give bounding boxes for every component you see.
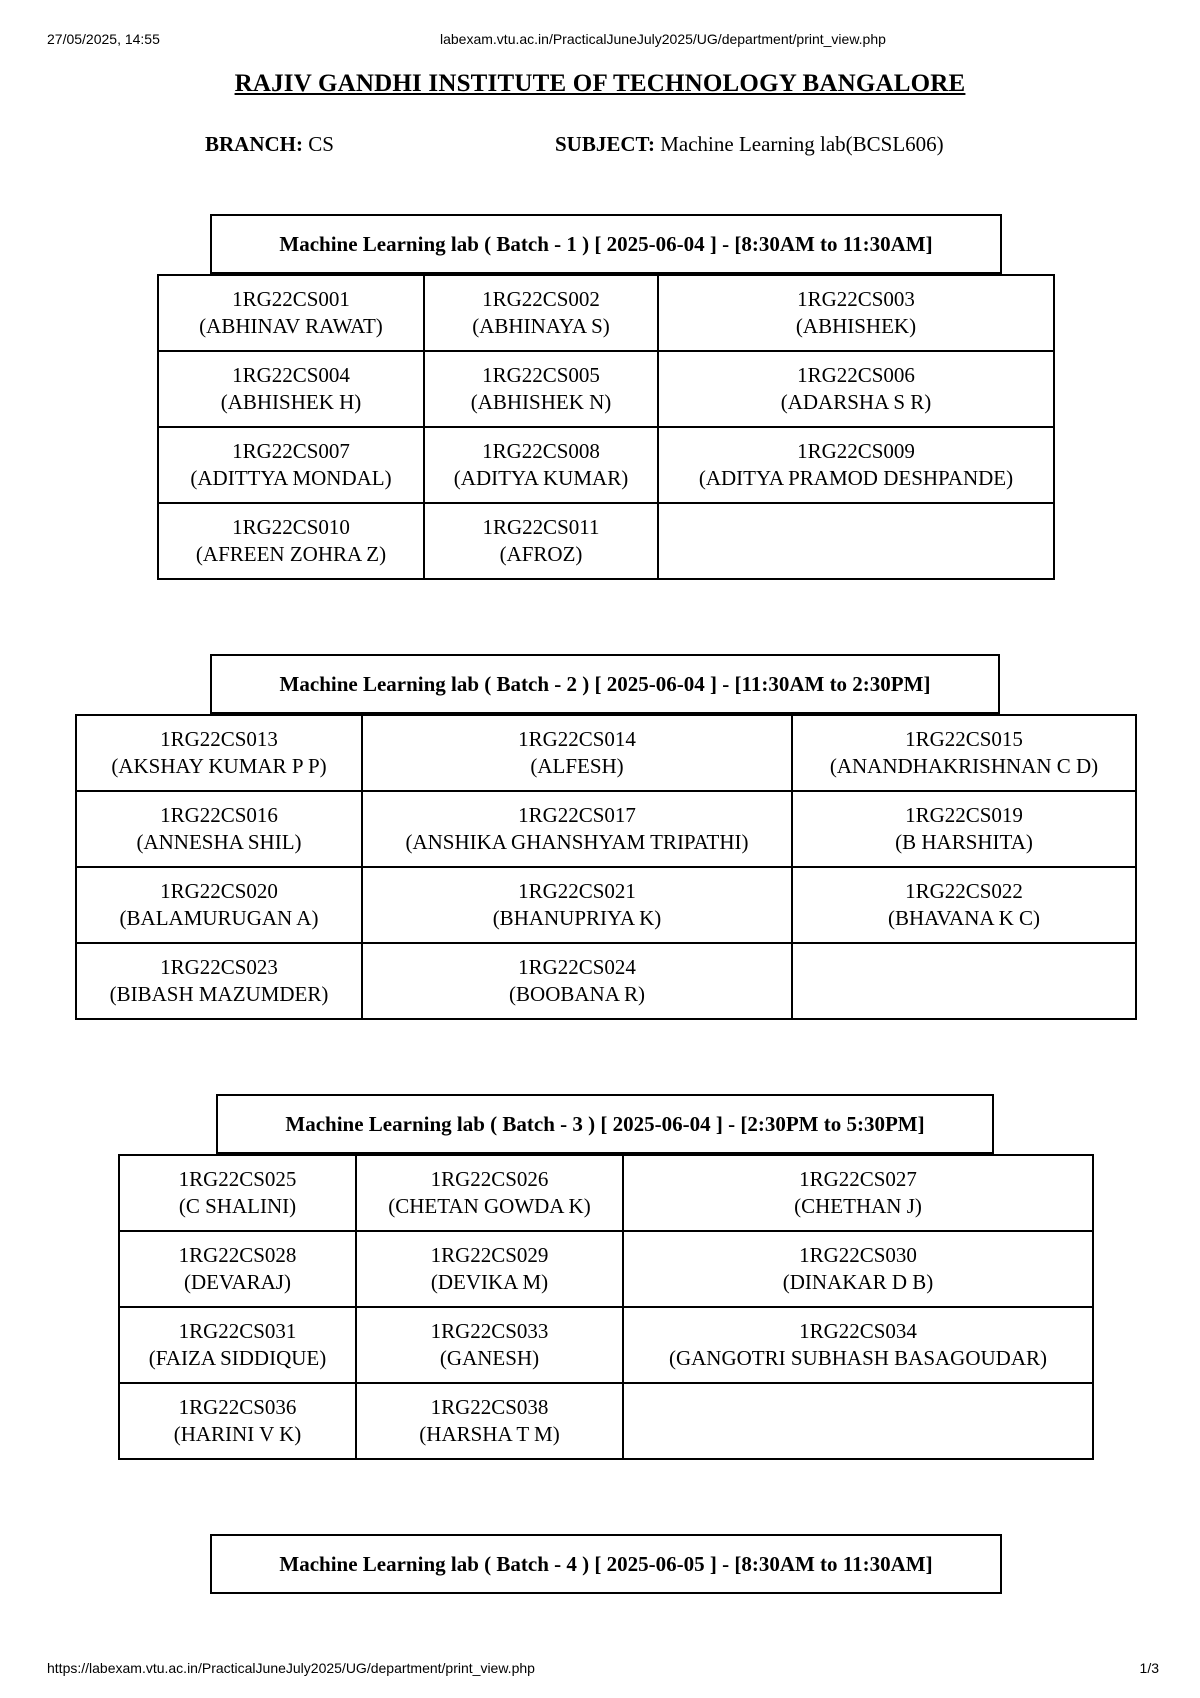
- student-name: (DINAKAR D B): [782, 1270, 934, 1294]
- print-footer-url: https://labexam.vtu.ac.in/PracticalJuneJuly2025/UG/department/print_view.php: [47, 1660, 535, 1676]
- student-cell: [356, 1231, 623, 1307]
- student-cell: [158, 427, 424, 503]
- student-cell: [158, 351, 424, 427]
- empty-cell: [792, 943, 1136, 1019]
- student-name: (AFREEN ZOHRA Z): [195, 542, 387, 566]
- student-usn: 1RG22CS017: [518, 803, 636, 827]
- institute-title: RAJIV GANDHI INSTITUTE OF TECHNOLOGY BANGALORE: [234, 70, 966, 97]
- student-cell: [623, 1307, 1093, 1383]
- student-name: (ADITYA PRAMOD DESHPANDE): [698, 466, 1014, 490]
- student-usn: 1RG22CS031: [178, 1319, 297, 1343]
- student-name: (ABHISHEK): [795, 314, 917, 338]
- student-cell: [76, 715, 362, 791]
- student-cell: [158, 275, 424, 351]
- subject-info: [555, 132, 944, 157]
- student-usn: 1RG22CS005: [482, 363, 600, 387]
- batch-3-table: [118, 1154, 1094, 1460]
- student-name: (CHETHAN J): [794, 1194, 922, 1218]
- student-usn: 1RG22CS027: [799, 1167, 917, 1191]
- student-name: (FAIZA SIDDIQUE): [148, 1346, 327, 1370]
- table-row: [119, 1231, 1093, 1307]
- student-name: (DEVARAJ): [184, 1270, 291, 1294]
- batch-3-header: Machine Learning lab ( Batch - 3 ) [ 2025-06-04 ] - [2:30PM to 5:30PM]: [216, 1094, 994, 1154]
- table-row: [76, 943, 1136, 1019]
- student-name: (BIBASH MAZUMDER): [109, 982, 329, 1006]
- branch-value: CS: [308, 132, 334, 156]
- student-cell: [792, 867, 1136, 943]
- print-header-url: labexam.vtu.ac.in/PracticalJuneJuly2025/UG/department/print_view.php: [440, 31, 886, 47]
- student-usn: 1RG22CS011: [482, 515, 600, 539]
- student-usn: 1RG22CS006: [797, 363, 915, 387]
- student-cell: [792, 791, 1136, 867]
- student-cell: [119, 1231, 356, 1307]
- student-usn: 1RG22CS038: [430, 1395, 549, 1419]
- student-name: (ABHINAV RAWAT): [199, 314, 383, 338]
- student-usn: 1RG22CS029: [430, 1243, 549, 1267]
- student-usn: 1RG22CS033: [430, 1319, 549, 1343]
- table-row: [119, 1307, 1093, 1383]
- student-usn: 1RG22CS025: [178, 1167, 297, 1191]
- student-usn: 1RG22CS021: [518, 879, 636, 903]
- table-row: [76, 867, 1136, 943]
- student-name: (ADARSHA S R): [780, 390, 932, 414]
- student-cell: [362, 943, 792, 1019]
- subject-label: SUBJECT:: [555, 132, 655, 156]
- student-cell: [424, 275, 658, 351]
- student-usn: 1RG22CS007: [232, 439, 350, 463]
- table-row: [76, 791, 1136, 867]
- student-name: (GANGOTRI SUBHASH BASAGOUDAR): [668, 1346, 1048, 1370]
- student-usn: 1RG22CS023: [160, 955, 278, 979]
- batch-4-header: Machine Learning lab ( Batch - 4 ) [ 2025-06-05 ] - [8:30AM to 11:30AM]: [210, 1534, 1002, 1594]
- student-name: (ANANDHAKRISHNAN C D): [829, 754, 1099, 778]
- student-cell: [356, 1307, 623, 1383]
- student-name: (HARINI V K): [173, 1422, 302, 1446]
- student-name: (ANNESHA SHIL): [136, 830, 302, 854]
- table-row: [119, 1383, 1093, 1459]
- student-usn: 1RG22CS014: [518, 727, 636, 751]
- empty-cell: [623, 1383, 1093, 1459]
- batch-1-header: Machine Learning lab ( Batch - 1 ) [ 2025-06-04 ] - [8:30AM to 11:30AM]: [210, 214, 1002, 274]
- student-name: (DEVIKA M): [430, 1270, 549, 1294]
- student-cell: [76, 791, 362, 867]
- student-name: (BOOBANA R): [509, 982, 645, 1006]
- student-cell: [362, 791, 792, 867]
- student-name: (C SHALINI): [178, 1194, 297, 1218]
- student-cell: [356, 1383, 623, 1459]
- student-name: (B HARSHITA): [895, 830, 1033, 854]
- student-cell: [119, 1155, 356, 1231]
- student-name: (AFROZ): [499, 542, 583, 566]
- student-usn: 1RG22CS034: [799, 1319, 917, 1343]
- table-row: [158, 427, 1054, 503]
- table-row: [119, 1155, 1093, 1231]
- student-name: (BHANUPRIYA K): [492, 906, 662, 930]
- student-usn: 1RG22CS024: [518, 955, 636, 979]
- table-row: [158, 351, 1054, 427]
- student-cell: [119, 1383, 356, 1459]
- student-usn: 1RG22CS026: [430, 1167, 549, 1191]
- student-usn: 1RG22CS002: [482, 287, 600, 311]
- student-name: (ABHISHEK N): [470, 390, 612, 414]
- student-usn: 1RG22CS036: [178, 1395, 297, 1419]
- student-cell: [356, 1155, 623, 1231]
- student-name: (ALFESH): [530, 754, 624, 778]
- table-row: [158, 503, 1054, 579]
- student-cell: [658, 427, 1054, 503]
- student-usn: 1RG22CS015: [905, 727, 1023, 751]
- student-cell: [362, 867, 792, 943]
- student-usn: 1RG22CS016: [160, 803, 278, 827]
- empty-cell: [658, 503, 1054, 579]
- student-usn: 1RG22CS019: [905, 803, 1023, 827]
- student-cell: [76, 943, 362, 1019]
- student-usn: 1RG22CS009: [797, 439, 915, 463]
- student-name: (BHAVANA K C): [887, 906, 1041, 930]
- batch-1-table: [157, 274, 1055, 580]
- student-name: (HARSHA T M): [419, 1422, 560, 1446]
- student-usn: 1RG22CS022: [905, 879, 1023, 903]
- student-name: (ADITTYA MONDAL): [190, 466, 392, 490]
- student-usn: 1RG22CS020: [160, 879, 278, 903]
- branch-label: BRANCH:: [205, 132, 303, 156]
- student-cell: [424, 427, 658, 503]
- student-cell: [792, 715, 1136, 791]
- student-usn: 1RG22CS010: [232, 515, 350, 539]
- student-name: (ANSHIKA GHANSHYAM TRIPATHI): [405, 830, 749, 854]
- print-datetime: 27/05/2025, 14:55: [47, 31, 160, 47]
- student-usn: 1RG22CS030: [799, 1243, 917, 1267]
- student-cell: [623, 1231, 1093, 1307]
- student-name: (ABHINAYA S): [472, 314, 610, 338]
- student-cell: [76, 867, 362, 943]
- table-row: [158, 275, 1054, 351]
- student-usn: 1RG22CS004: [232, 363, 350, 387]
- student-usn: 1RG22CS008: [482, 439, 600, 463]
- student-usn: 1RG22CS003: [797, 287, 915, 311]
- student-usn: 1RG22CS028: [178, 1243, 297, 1267]
- student-cell: [658, 351, 1054, 427]
- student-cell: [362, 715, 792, 791]
- student-cell: [424, 503, 658, 579]
- table-row: [76, 715, 1136, 791]
- student-cell: [424, 351, 658, 427]
- student-name: (GANESH): [439, 1346, 540, 1370]
- student-name: (ABHISHEK H): [220, 390, 362, 414]
- student-cell: [658, 275, 1054, 351]
- student-usn: 1RG22CS001: [232, 287, 350, 311]
- batch-2-header: Machine Learning lab ( Batch - 2 ) [ 2025-06-04 ] - [11:30AM to 2:30PM]: [210, 654, 1000, 714]
- student-cell: [119, 1307, 356, 1383]
- student-usn: 1RG22CS013: [160, 727, 278, 751]
- student-name: (BALAMURUGAN A): [119, 906, 319, 930]
- student-name: (AKSHAY KUMAR P P): [111, 754, 327, 778]
- batch-2-table: [75, 714, 1137, 1020]
- subject-value: Machine Learning lab(BCSL606): [660, 132, 944, 156]
- student-cell: [158, 503, 424, 579]
- student-name: (ADITYA KUMAR): [453, 466, 629, 490]
- page-number: 1/3: [1139, 1660, 1159, 1676]
- student-name: (CHETAN GOWDA K): [388, 1194, 591, 1218]
- student-cell: [623, 1155, 1093, 1231]
- branch-info: [205, 132, 334, 157]
